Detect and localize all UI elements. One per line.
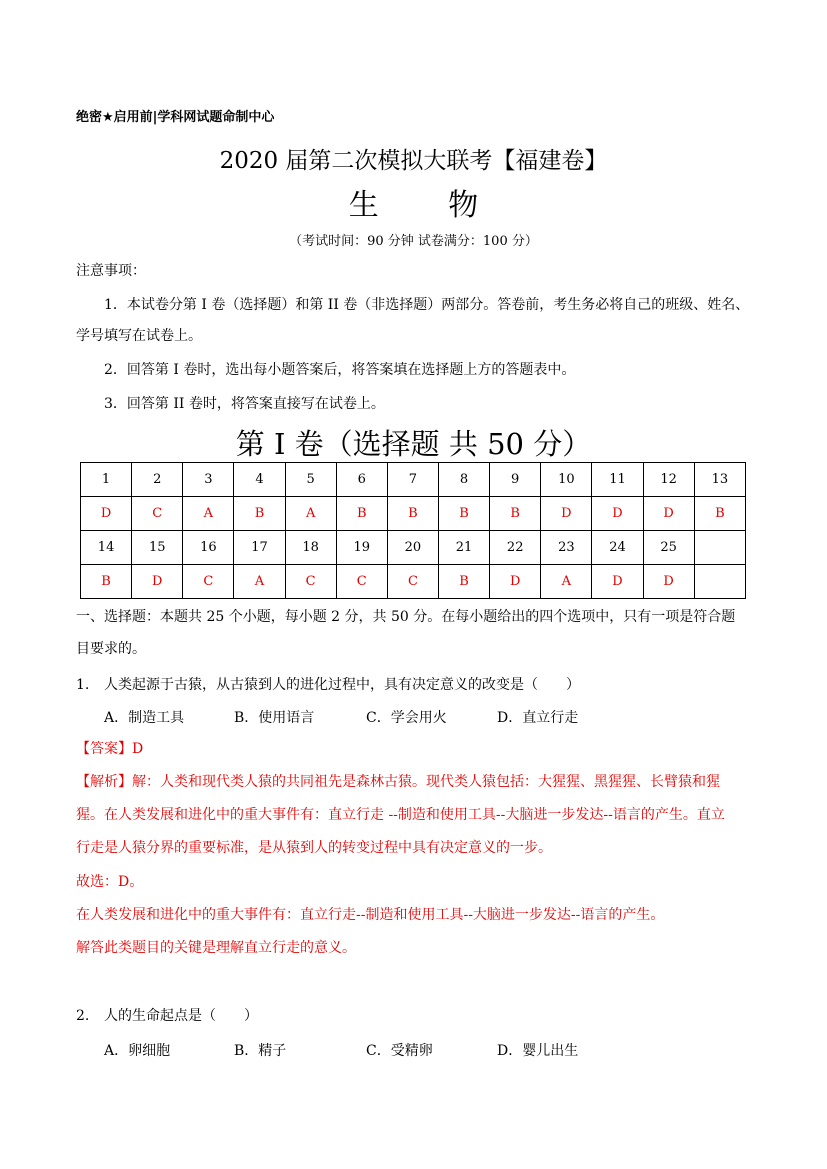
table-cell: 7 (387, 463, 438, 497)
table-cell: 16 (183, 531, 234, 565)
answer-cell: C (132, 497, 183, 531)
question-1-option-a: A．制造工具 (104, 710, 185, 726)
question-2-option-d: D．婴儿出生 (497, 1043, 579, 1059)
section-intro-line-1: 一、选择题：本题共 25 个小题，每小题 2 分，共 50 分。在每小题给出的四个选项中，只有一项是符合题 (76, 609, 736, 625)
answer-cell: C (285, 565, 336, 599)
notes-heading: 注意事项： (76, 263, 146, 279)
answer-cell: D (81, 497, 132, 531)
answer-cell: B (694, 497, 745, 531)
question-1-analysis-line-2: 猩。在人类发展和进化中的重大事件有：直立行走 --制造和使用工具--大脑进一步发达--语言的产生。直立 (76, 807, 725, 823)
answer-cell: D (132, 565, 183, 599)
exam-info: （考试时间：90 分钟 试卷满分：100 分） (289, 234, 538, 249)
table-cell: 18 (285, 531, 336, 565)
answer-cell: B (438, 497, 489, 531)
answer-cell: A (541, 565, 592, 599)
answer-cell: C (336, 565, 387, 599)
section-intro-line-2: 目要求的。 (76, 641, 146, 657)
table-cell: 11 (592, 463, 643, 497)
question-1-answer: 【答案】D (76, 741, 144, 757)
note-1-line-2: 学号填写在试卷上。 (76, 328, 202, 344)
question-1-option-b: B．使用语言 (234, 710, 315, 726)
subject-title: 生 物 (348, 188, 509, 223)
answer-cell: D (541, 497, 592, 531)
table-cell: 19 (336, 531, 387, 565)
exam-title: 2020 届第二次模拟大联考【福建卷】 (219, 148, 608, 174)
answer-table-number-row-2 (81, 531, 746, 565)
table-cell: 1 (81, 463, 132, 497)
answer-cell: C (387, 565, 438, 599)
answer-cell: B (336, 497, 387, 531)
answer-cell: D (643, 497, 694, 531)
table-cell: 21 (438, 531, 489, 565)
answer-cell: D (490, 565, 541, 599)
table-cell: 4 (234, 463, 285, 497)
question-1-summary-2: 解答此类题目的关键是理解直立行走的意义。 (76, 940, 356, 956)
table-cell: 9 (490, 463, 541, 497)
answer-cell: C (183, 565, 234, 599)
question-2-number: 2. (76, 1008, 90, 1024)
answer-cell: D (592, 497, 643, 531)
question-1-analysis-line-1: 【解析】解：人类和现代类人猿的共同祖先是森林古猿。现代类人猿包括：大猩猩、黑猩猩、长臂猿和猩 (76, 774, 720, 790)
question-1-summary-1: 在人类发展和进化中的重大事件有：直立行走--制造和使用工具--大脑进一步发达--语言的产生。 (76, 907, 665, 923)
answer-cell: B (81, 565, 132, 599)
answer-cell: B (234, 497, 285, 531)
table-cell: 2 (132, 463, 183, 497)
answer-cell: A (183, 497, 234, 531)
note-3: 3．回答第 II 卷时，将答案直接写在试卷上。 (104, 396, 385, 412)
table-cell: 17 (234, 531, 285, 565)
table-cell: 20 (387, 531, 438, 565)
answer-cell (694, 565, 745, 599)
table-cell: 12 (643, 463, 694, 497)
table-cell: 5 (285, 463, 336, 497)
section-1-title: 第 I 卷（选择题 共 50 分） (235, 427, 592, 461)
question-1-option-c: C．学会用火 (366, 710, 447, 726)
question-2-option-a: A．卵细胞 (104, 1043, 171, 1059)
question-1-choice: 故选：D。 (76, 874, 144, 890)
question-2-stem: 人的生命起点是（ ） (104, 1008, 258, 1024)
table-cell: 14 (81, 531, 132, 565)
answer-table-number-row-1 (81, 463, 746, 497)
table-cell: 24 (592, 531, 643, 565)
table-cell: 8 (438, 463, 489, 497)
answer-cell: D (592, 565, 643, 599)
answer-cell: B (438, 565, 489, 599)
question-1-number: 1. (76, 677, 90, 693)
table-cell: 3 (183, 463, 234, 497)
table-cell (694, 531, 745, 565)
table-cell: 22 (490, 531, 541, 565)
confidential-header: 绝密★启用前|学科网试题命制中心 (76, 110, 275, 125)
question-1-stem: 人类起源于古猿，从古猿到人的进化过程中，具有决定意义的改变是（ ） (104, 677, 580, 693)
note-1-line-1: 1．本试卷分第 I 卷（选择题）和第 II 卷（非选择题）两部分。答卷前，考生务必将自己的班级、姓名、 (104, 297, 750, 313)
answer-cell: B (387, 497, 438, 531)
answer-cell: D (643, 565, 694, 599)
answer-cell: B (490, 497, 541, 531)
table-cell: 13 (694, 463, 745, 497)
question-1-option-d: D．直立行走 (497, 710, 579, 726)
table-cell: 23 (541, 531, 592, 565)
table-cell: 6 (336, 463, 387, 497)
answer-table-answer-row-1 (81, 497, 746, 531)
question-1-analysis-line-3: 行走是人猿分界的重要标准，是从猿到人的转变过程中具有决定意义的一步。 (76, 840, 552, 856)
note-2: 2．回答第 I 卷时，选出每小题答案后，将答案填在选择题上方的答题表中。 (104, 362, 576, 378)
answer-table (80, 462, 746, 599)
table-cell: 10 (541, 463, 592, 497)
question-2-option-c: C．受精卵 (366, 1043, 433, 1059)
answer-cell: A (234, 565, 285, 599)
answer-table-answer-row-2 (81, 565, 746, 599)
table-cell: 25 (643, 531, 694, 565)
table-cell: 15 (132, 531, 183, 565)
answer-cell: A (285, 497, 336, 531)
question-2-option-b: B．精子 (234, 1043, 287, 1059)
